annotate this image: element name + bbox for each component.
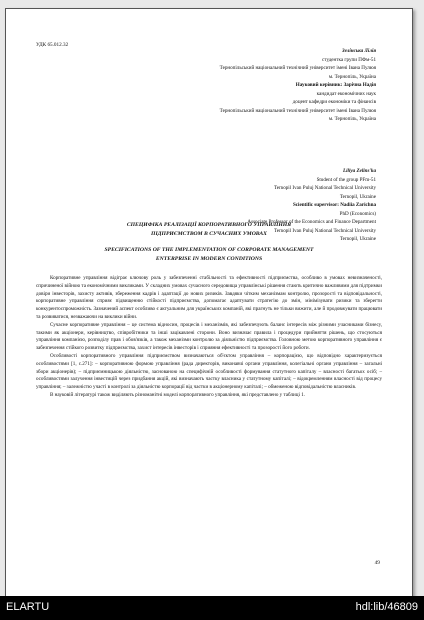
supervisor-university-ua: Тернопільський національний технічний університет імені Івана Пулюя	[219, 107, 376, 114]
author-name-en: Liliya Zelins'ka	[343, 168, 376, 174]
author-block-ua	[220, 47, 376, 124]
supervisor-name-en: Scientific supervisor: Nadiia Zarichna	[292, 202, 376, 208]
author-name-ua: Зелінська Лілія	[341, 48, 376, 54]
supervisor-city-en: Ternopil, Ukraine	[339, 236, 376, 242]
author-city-en: Ternopil, Ukraine	[339, 193, 376, 200]
document-page	[5, 8, 413, 597]
supervisor-university-en: Ternopil Ivan Puluj National Technical University	[273, 227, 376, 234]
body-paragraph: Сучасне корпоративне управління – це система відносин, процесів і механізмів, які забезпечують баланс інтересів між різними учасниками бізнесу, такими як акціонери, керівництво, співробітники та інші зацікавлені сторони. Воно визначає правила і процедури прийняття рішень, що стосуються управління компанією, розподілу прав і обов'язків, а також механізми контролю за діяльністю підприємства. Головною метою корпоративного управління є забезпечення стійкого розвитку підприємства, захист інтересів інвесторів і сприяння ефективності та прозорості його роботи.	[36, 321, 382, 352]
article-title-en	[36, 246, 382, 263]
body-paragraph: Корпоративне управління відіграє ключову роль у забезпеченні стабільності та ефективності підприємства, особливо в умовах невизначеності, спричиненої війною та економічними викликами. У складних умовах сучасного середовища управлінські рішення стають критично важливими для підтримки довіри інвесторів, захисту активів, збереження кадрів і адаптації до нових ризиків. Завдяки чітким механізмам контролю, прозорості та відповідальності, корпоративне управління сприяє підвищенню стійкості підприємства, допомагає адаптувати стратегію до змін, мінімізувати ризики та зберегти конкурентоспроможність. Зазначений аспект особливо є актуальним для українських компаній, які прагнуть не тільки вижити, але й продовжувати працювати та розвиватися, незважаючи на виклики війни.	[36, 275, 382, 320]
title-ua-line: СПЕЦИФІКА РЕАЛІЗАЦІЇ КОРПОРАТИВНОГО УПРАВЛІННЯ	[126, 222, 292, 228]
page-content	[6, 9, 412, 596]
article-body	[36, 275, 382, 400]
author-university-ua: Тернопільський національний технічний університет імені Івана Пулюя	[219, 65, 376, 71]
supervisor-position-ua: доцент кафедри економіки та фінансів	[292, 99, 376, 105]
supervisor-degree-ua: кандидат економічних наук	[316, 90, 376, 97]
author-city-ua: м. Тернопіль, Україна	[328, 73, 376, 80]
author-position-ua: студентка групи ПФм-51	[322, 56, 376, 63]
supervisor-degree-en: PhD (Economics)	[339, 210, 376, 217]
repository-footer	[0, 596, 424, 620]
title-ua-line: ПІДПРИЄМСТВОМ В СУЧАСНИХ УМОВАХ	[151, 230, 267, 237]
handle-id: hdl:lib/46809	[355, 601, 418, 613]
supervisor-city-ua: м. Тернопіль, Україна	[328, 116, 376, 122]
body-paragraph: В науковій літературі також виділяють різноманітні моделі корпоративного управління, які представлено у таблиці 1.	[50, 391, 306, 398]
title-en-line: SPECIFICATIONS OF THE IMPLEMENTATION OF CORPORATE MANAGEMENT	[104, 247, 314, 253]
title-en-line: ENTERPRISE IN MODERN CONDITIONS	[155, 255, 263, 262]
repository-name: ELARTU	[6, 601, 50, 613]
udk-code: УДК 65.012.32	[36, 42, 69, 48]
author-university-en: Ternopil Ivan Puluj National Technical University	[273, 185, 376, 191]
body-paragraph: Особливості корпоративного управління підприємством визначаються об'єктом управління – корпорацією, що відповідно характеризується особливостями [1, с.271]: – корпоративною формою управління (рада директорів, виконавчі органи управління, колегіальні органи управління – загальні збори акціонерів); – підприємницькою діяльністю, заснованою на специфічній особливості формування статутного капіталу – власності багатьох осіб; – особливостями залучення інвестицій через придбання акцій, які визначають частку власника у статутному капіталі; – відокремленням власності від процесу управління; – залежністю участі в контролі за діяльністю корпорації від частки в акціонерному капіталі; – обмеженою відповідальністю власників.	[36, 352, 382, 391]
article-title-ua	[36, 221, 382, 238]
author-position-en: Student of the group PFm-51	[316, 176, 376, 183]
supervisor-position-en: Associate Professor of the Economics and Finance Department	[247, 219, 376, 225]
supervisor-name-ua: Науковий керівник: Зарічна Надія	[295, 82, 376, 88]
page-number: 49	[374, 560, 380, 566]
